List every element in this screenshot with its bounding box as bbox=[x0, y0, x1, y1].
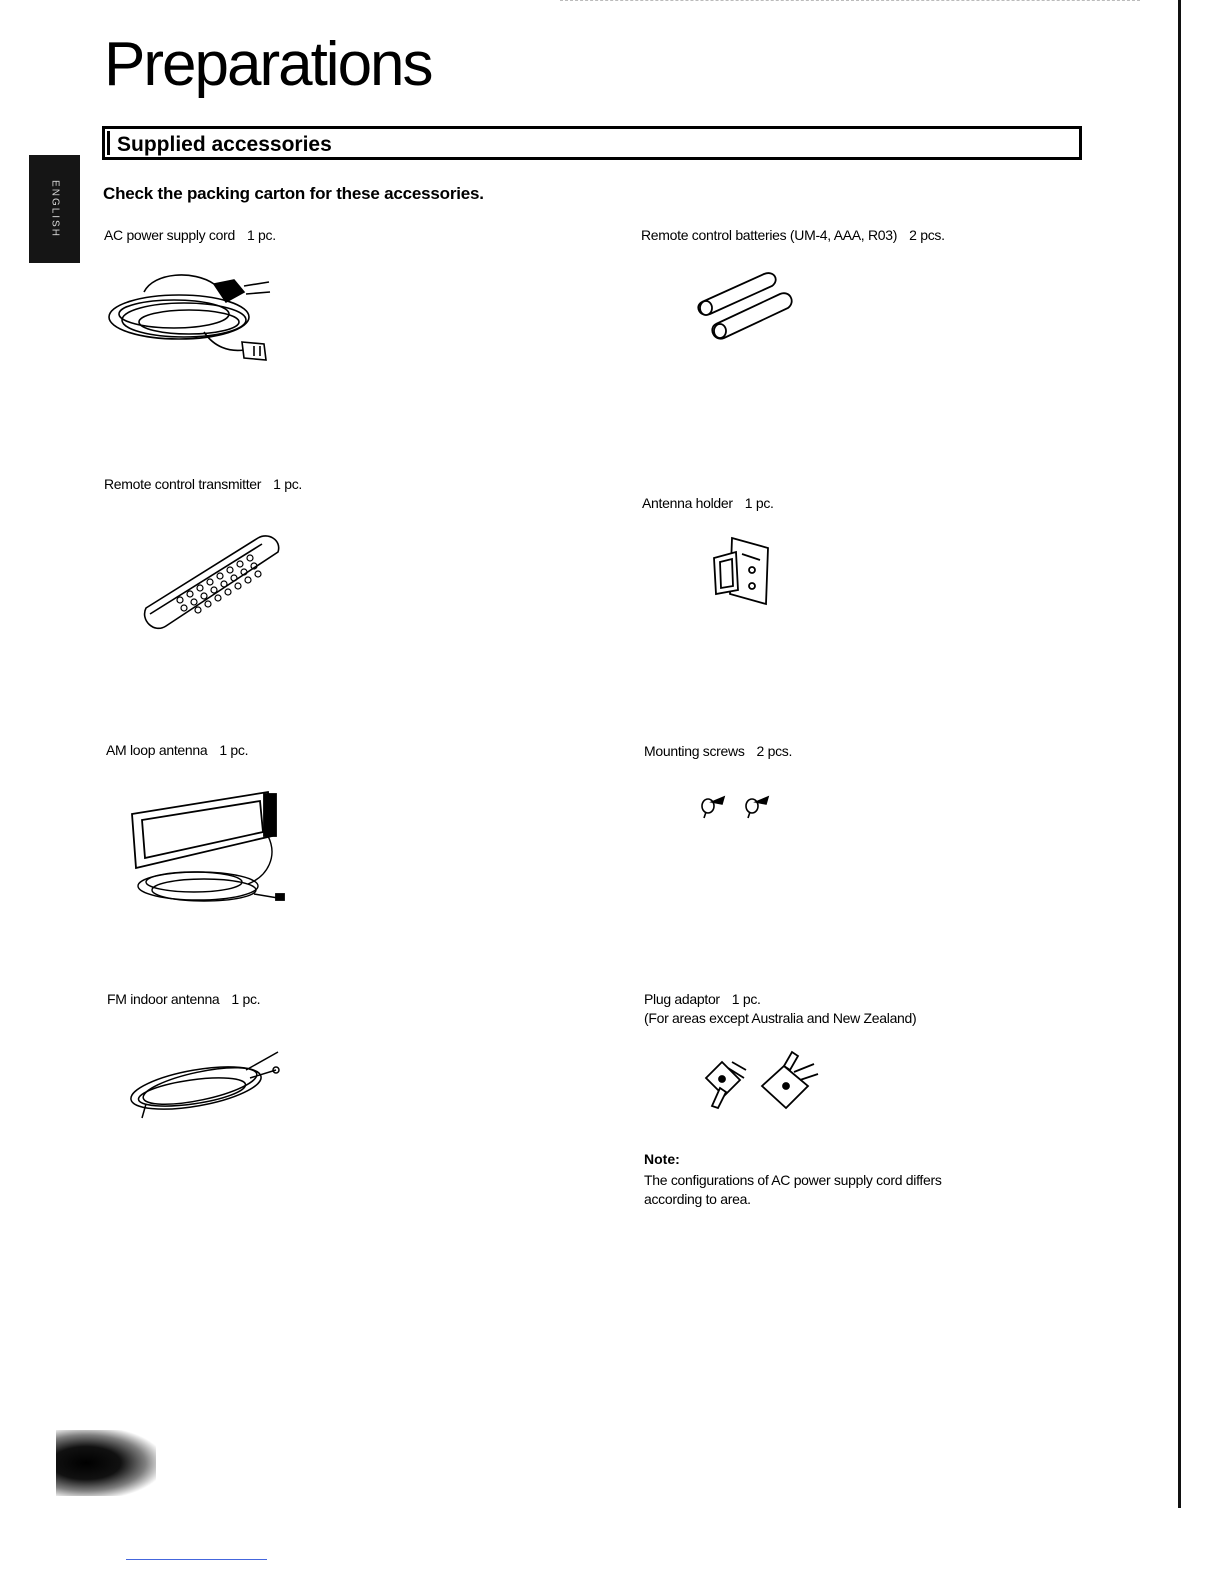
item-qty: 1 pc. bbox=[246, 227, 276, 243]
page-title: Preparations bbox=[104, 30, 432, 99]
section-divider bbox=[107, 131, 110, 155]
am-loop-illustration bbox=[128, 786, 288, 916]
intro-text: Check the packing carton for these accessories. bbox=[103, 184, 484, 203]
section-header bbox=[102, 126, 1082, 160]
language-tab-label: ENGLISH bbox=[49, 180, 60, 238]
item-antenna-holder-label bbox=[642, 495, 774, 511]
item-fm-antenna-label bbox=[107, 991, 260, 1007]
item-name: Antenna holder bbox=[642, 495, 733, 511]
bottom-rule bbox=[126, 1559, 267, 1560]
antenna-holder-illustration bbox=[706, 534, 776, 608]
section-heading: Supplied accessories bbox=[117, 133, 332, 156]
item-name: AC power supply cord bbox=[104, 227, 235, 243]
item-qty: 1 pc. bbox=[273, 476, 303, 492]
fm-antenna-illustration bbox=[126, 1040, 286, 1122]
item-remote-label bbox=[104, 476, 302, 492]
item-name: AM loop antenna bbox=[106, 742, 208, 758]
item-batteries-label bbox=[641, 227, 945, 243]
scan-dash-line bbox=[560, 0, 1140, 2]
note-title: Note: bbox=[644, 1151, 680, 1167]
scan-smudge bbox=[56, 1430, 156, 1496]
item-qty: 1 pc. bbox=[231, 991, 261, 1007]
item-name: Remote control transmitter bbox=[104, 476, 262, 492]
item-screws-label bbox=[644, 743, 792, 759]
item-qty: 1 pc. bbox=[744, 495, 774, 511]
screws-illustration bbox=[700, 794, 772, 820]
item-am-loop-label bbox=[106, 742, 248, 758]
ac-cord-illustration bbox=[104, 262, 284, 372]
item-name: Remote control batteries (UM-4, AAA, R03) bbox=[641, 227, 898, 243]
plug-adaptor-illustration bbox=[700, 1048, 822, 1114]
item-name: Plug adaptor bbox=[644, 991, 720, 1007]
note-body: The configurations of AC power supply cord differs according to area. bbox=[644, 1172, 942, 1207]
language-tab bbox=[29, 155, 80, 263]
item-name: Mounting screws bbox=[644, 743, 745, 759]
remote-illustration bbox=[140, 530, 285, 635]
item-qty: 1 pc. bbox=[731, 991, 761, 1007]
item-ac-cord-label bbox=[104, 227, 276, 243]
item-name: FM indoor antenna bbox=[107, 991, 220, 1007]
batteries-illustration bbox=[694, 266, 809, 346]
item-qty: 2 pcs. bbox=[909, 227, 945, 243]
page-edge-rule bbox=[1178, 0, 1181, 1508]
item-plug-adaptor-label bbox=[644, 991, 761, 1007]
item-qty: 2 pcs. bbox=[756, 743, 793, 759]
item-qty: 1 pc. bbox=[219, 742, 249, 758]
item-plug-adaptor-note: (For areas except Australia and New Zealand) bbox=[644, 1010, 917, 1026]
